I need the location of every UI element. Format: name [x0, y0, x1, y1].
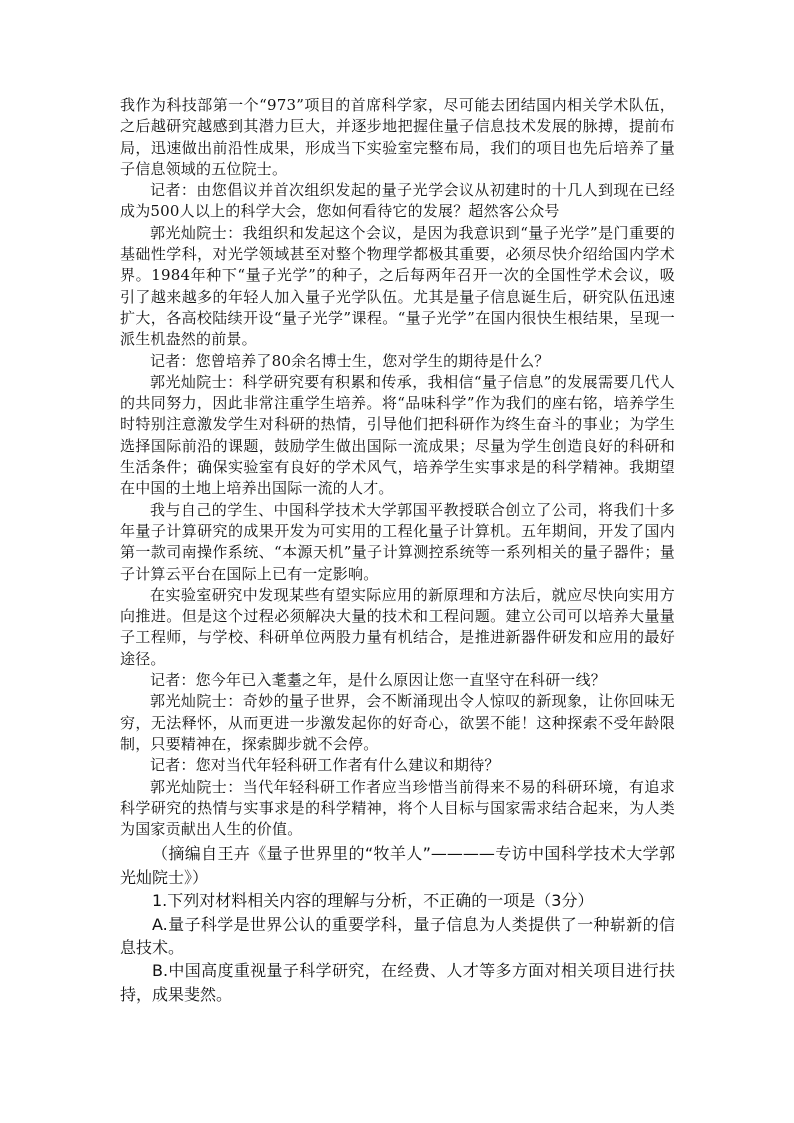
paragraph-continuation: 我作为科技部第一个“973”项目的首席科学家，尽可能去团结国内相关学术队伍，之后越研究越感到其潜力巨大，并逐步地把握住量子信息技术发展的脉搏，提前布局，迅速做出前沿性成果，形成当下实验室完整布局，我们的项目也先后培养了量子信息领域的五位院士。: [120, 96, 675, 178]
answer-option-a: A.量子科学是世界公认的重要学科，量子信息为人类提供了一种崭新的信息技术。: [120, 914, 675, 958]
paragraph-answer: 郭光灿院士：当代年轻科研工作者应当珍惜当前得来不易的科研环境，有追求科学研究的热情与实事求是的科学精神，将个人目标与国家需求结合起来，为人类为国家贡献出人生的价值。: [120, 777, 675, 839]
paragraph-answer: 郭光灿院士：奇妙的量子世界，会不断涌现出令人惊叹的新现象，让你回味无穷，无法释怀，从而更进一步激发起你的好奇心，欲罢不能！这种探索不受年龄限制，只要精神在，探索脚步就不会停。: [120, 692, 675, 753]
paragraph-answer: 郭光灿院士：我组织和发起这个会议，是因为我意识到“量子光学”是门重要的基础性学科，对光学领域甚至对整个物理学都极其重要，必须尽快介绍给国内学术界。1984年种下“量子光学”的种子，之后每两年召开一次的全国性学术会议，吸引了越来越多的年轻人加入量子光学队伍。尤其是量子信息诞生后，研究队伍迅速扩大，各高校陆续开设“量子光学”课程。“量子光学”在国内很快生根结果，呈现一派生机盎然的前景。: [120, 223, 675, 349]
paragraph-answer: 郭光灿院士：科学研究要有积累和传承，我相信“量子信息”的发展需要几代人的共同努力，因此非常注重学生培养。将“品味科学”作为我们的座右铭，培养学生时特别注意激发学生对科研的热情，引导他们把科研作为终生奋斗的事业；为学生选择国际前沿的课题，鼓励学生做出国际一流成果；尽量为学生创造良好的科研和生活条件；确保实验室有良好的学术风气，培养学生实事求是的科学精神。我期望在中国的土地上培养出国际一流的人才。: [120, 372, 675, 498]
paragraph-reporter-question: 记者：您今年已入耄耋之年，是什么原因让您一直坚守在科研一线？: [150, 671, 607, 690]
answer-option-b: B.中国高度重视量子科学研究，在经费、人才等多方面对相关项目进行扶持，成果斐然。: [120, 961, 675, 1004]
paragraph-answer: 在实验室研究中发现某些有望实际应用的新原理和方法后，就应尽快向实用方向推进。但是这个过程必须解决大量的技术和工程问题。建立公司可以培养大量量子工程师，与学校、科研单位两股力量有机结合，是推进新器件研发和应用的最好途径。: [120, 585, 675, 668]
paragraph-answer: 我与自己的学生、中国科学技术大学郭国平教授联合创立了公司，将我们十多年量子计算研究的成果开发为可实用的工程化量子计算机。五年期间，开发了国内第一款司南操作系统、“本源天机”量子计算测控系统等一系列相关的量子器件；量子计算云平台在国际上已有一定影响。: [120, 500, 675, 583]
article-body: [120, 95, 675, 1006]
question-stem: 1.下列对材料相关内容的理解与分析，不正确的一项是（3分）: [152, 891, 594, 911]
paragraph-reporter-question: 记者：由您倡议并首次组织发起的量子光学会议从初建时的十几人到现在已经成为500人以上的科学大会，您如何看待它的发展？超然客公众号: [120, 181, 675, 221]
paragraph-reporter-question: 记者：您对当代年轻科研工作者有什么建议和期待？: [150, 756, 500, 775]
paragraph-reporter-question: 记者：您曾培养了80余名博士生，您对学生的期待是什么？: [150, 351, 550, 370]
source-citation: （摘编自王卉《量子世界里的“牧羊人”————专访中国科学技术大学郭光灿院士》）: [120, 844, 675, 887]
